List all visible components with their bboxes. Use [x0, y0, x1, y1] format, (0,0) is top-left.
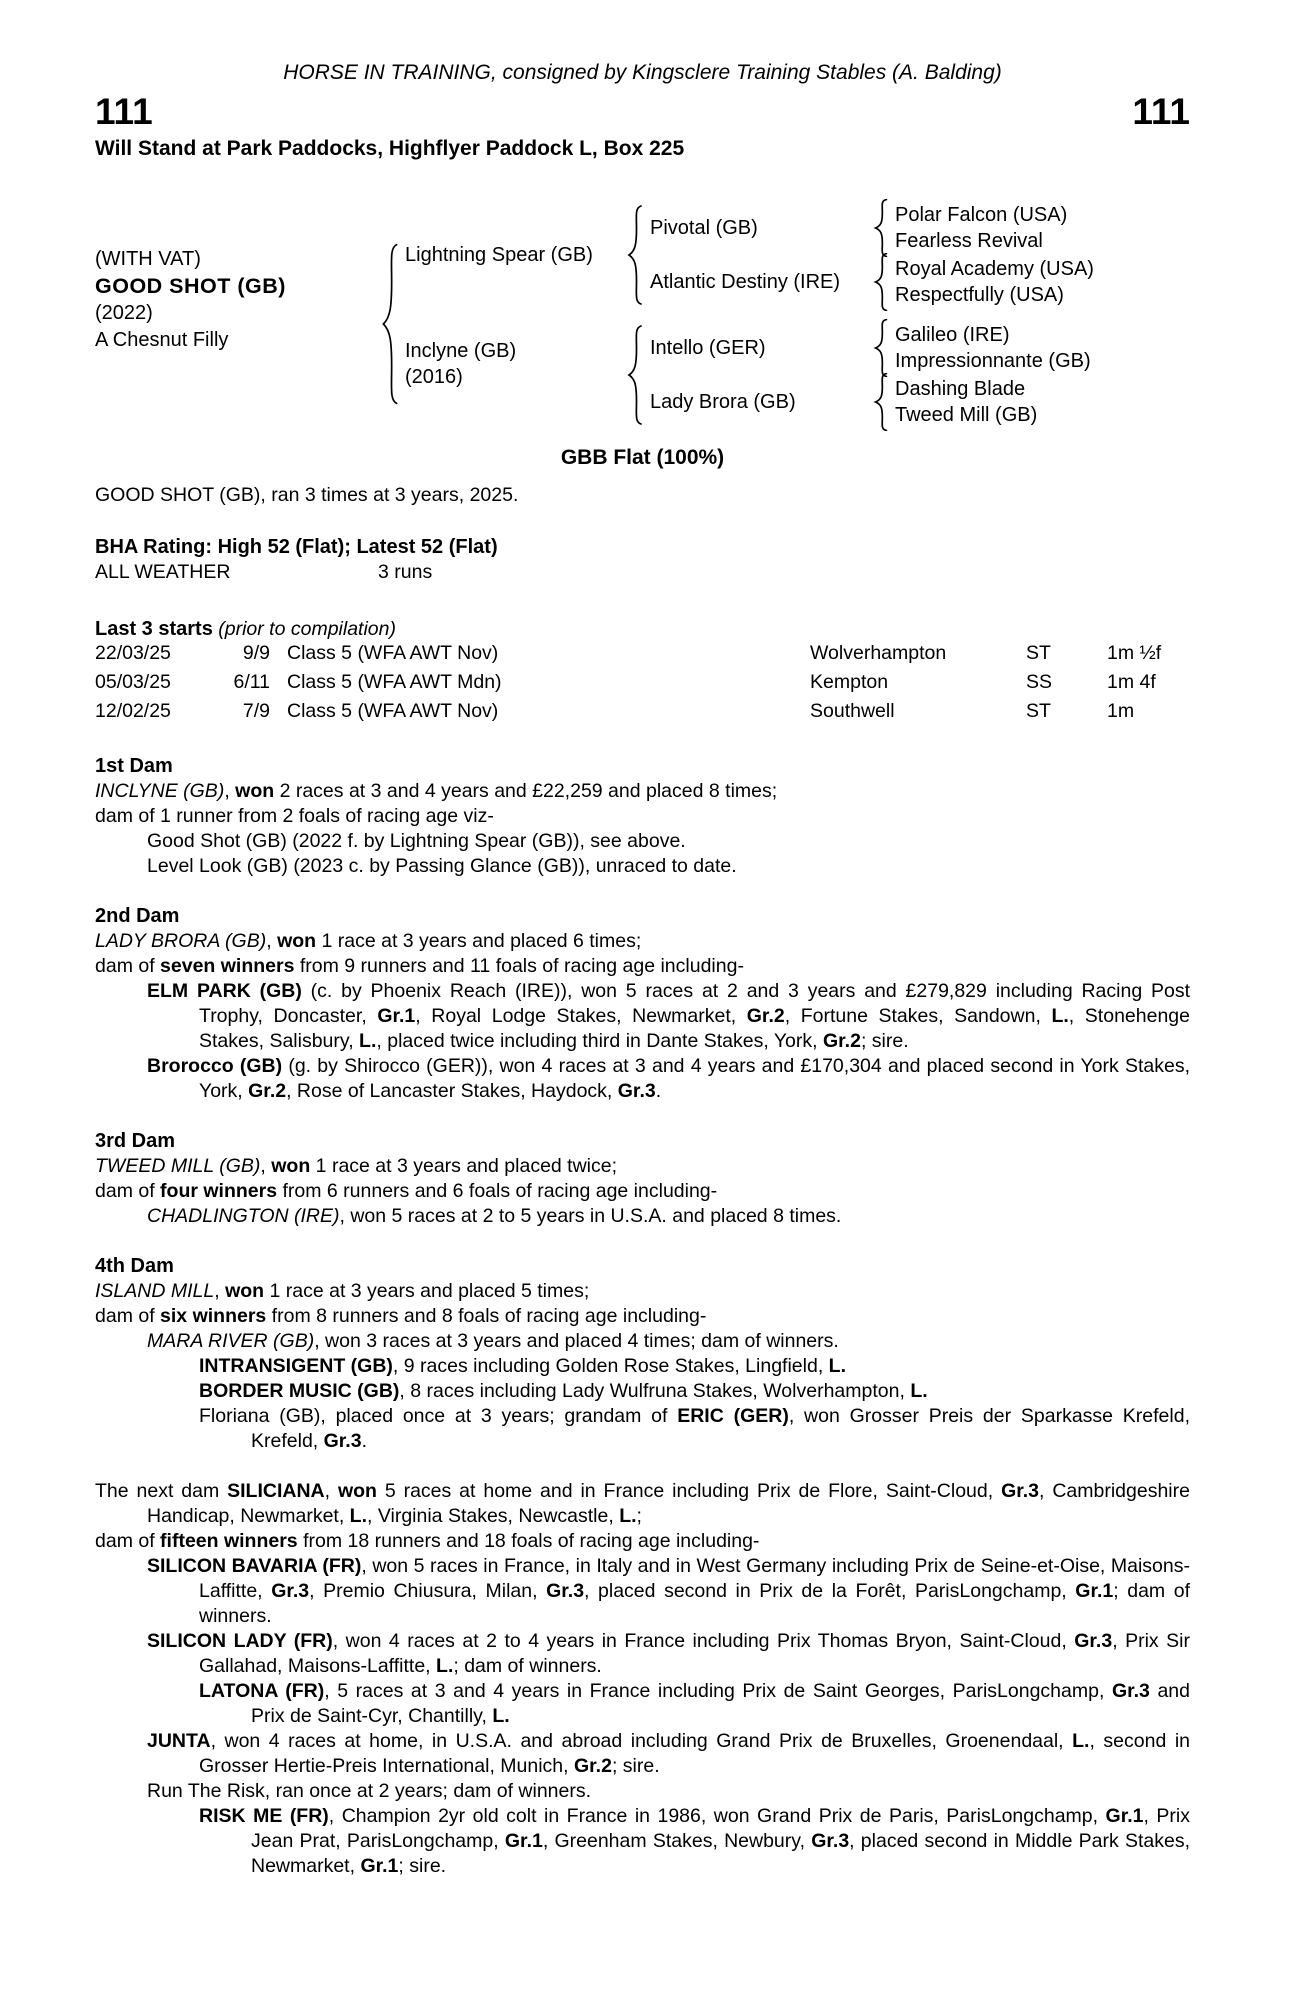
dam-heading: 2nd Dam	[95, 905, 180, 927]
race-going: ST	[1026, 700, 1051, 722]
last-starts-table	[95, 642, 1190, 729]
bha-rating-line: BHA Rating: High 52 (Flat); Latest 52 (Flat)	[95, 536, 498, 558]
pedigree-paragraph: BORDER MUSIC (GB), 8 races including Lady Wulfruna Stakes, Wolverhampton, L.	[199, 1380, 928, 1402]
race-class: Class 5 (WFA AWT Nov)	[287, 700, 499, 722]
last-starts-title-text: Last 3 starts	[95, 618, 213, 640]
pedigree-paragraph: MARA RIVER (GB), won 3 races at 3 years and placed 4 times; dam of winners.	[147, 1330, 839, 1352]
sire-sire-sire-name: Polar Falcon (USA)	[895, 204, 1068, 226]
race-course: Wolverhampton	[810, 642, 947, 664]
pedigree-paragraph: CHADLINGTON (IRE), won 5 races at 2 to 5 years in U.S.A. and placed 8 times.	[147, 1205, 842, 1227]
horse-foaled-year: (2022)	[95, 302, 153, 324]
race-class: Class 5 (WFA AWT Mdn)	[287, 671, 502, 693]
runs-count: 3 runs	[378, 561, 433, 583]
pedigree-paragraph: Level Look (GB) (2023 c. by Passing Glance (GB)), unraced to date.	[147, 855, 737, 877]
dam-heading: 3rd Dam	[95, 1130, 176, 1152]
pedigree-paragraph: JUNTA, won 4 races at home, in U.S.A. and abroad including Grand Prix de Bruxelles, Groenendaal, L., second in Grosser Hertie-Preis International, Munich, Gr.2; sire.	[147, 1730, 1191, 1777]
sire-sire-name: Pivotal (GB)	[650, 216, 758, 239]
pedigree-paragraph: The next dam SILICIANA, won 5 races at home and in France including Prix de Flore, Saint-Cloud, Gr.3, Cambridgeshire Handicap, Newmarket, L., Virginia Stakes, Newcastle, L.;	[95, 1480, 1190, 1527]
last-starts-title	[95, 617, 1190, 642]
dam-dam-name: Lady Brora (GB)	[650, 390, 796, 413]
pedigree-main-brace-icon	[375, 210, 405, 438]
race-going: ST	[1026, 642, 1051, 664]
dam-sire-dam-name: Impressionnante (GB)	[895, 350, 1091, 372]
race-going: SS	[1026, 671, 1053, 693]
vat-note: (WITH VAT)	[95, 248, 201, 270]
sire-sire-brace-icon	[867, 199, 895, 257]
pedigree-paragraph: dam of fifteen winners from 18 runners and 18 foals of racing age including-	[95, 1530, 760, 1552]
pedigree-paragraph: Brorocco (GB) (g. by Shirocco (GER)), won 4 races at 3 and 4 years and £170,304 and placed second in York Stakes, York, Gr.2, Rose of Lancaster Stakes, Haydock, Gr.3.	[147, 1055, 1191, 1102]
lot-number-row	[95, 92, 1190, 132]
pedigree-paragraph: INTRANSIGENT (GB), 9 races including Golden Rose Stakes, Lingfield, L.	[199, 1355, 847, 1377]
surface-label: ALL WEATHER	[95, 561, 231, 583]
pedigree-paragraph: SILICON BAVARIA (FR), won 5 races in France, in Italy and in West Germany including Prix de Seine-et-Oise, Maisons-Laffitte, Gr.3, Premio Chiusura, Milan, Gr.3, placed second in Prix de la Forêt, ParisLongchamp, Gr.1; dam of winners.	[147, 1555, 1190, 1627]
pedigree-paragraph: ELM PARK (GB) (c. by Phoenix Reach (IRE)), won 5 races at 2 and 3 years and £279,829 including Racing Post Trophy, Doncaster, Gr.1, Royal Lodge Stakes, Newmarket, Gr.2, Fortune Stakes, Sandown, L., Stonehenge Stakes, Salisbury, L., placed twice including third in Dante Stakes, York, Gr.2; sire.	[147, 980, 1191, 1052]
pedigree-paragraph: LATONA (FR), 5 races at 3 and 4 years in France including Prix de Saint Georges, ParisLongchamp, Gr.3 and Prix de Saint-Cyr, Chantilly, L.	[199, 1680, 1190, 1727]
sire-dam-branch	[650, 255, 1094, 309]
pedigree-paragraph: dam of 1 runner from 2 foals of racing age viz-	[95, 805, 494, 827]
dam-section	[95, 1129, 1190, 1229]
dam-sections	[95, 754, 1190, 1879]
dam-sire-brace-icon	[867, 319, 895, 377]
dam-section	[95, 754, 1190, 879]
race-date: 22/03/25	[95, 642, 171, 664]
pedigree-paragraph: LADY BRORA (GB), won 1 race at 3 years and placed 6 times;	[95, 930, 642, 952]
race-class: Class 5 (WFA AWT Nov)	[287, 642, 499, 664]
pedigree-paragraph: SILICON LADY (FR), won 4 races at 2 to 4 years in France including Prix Thomas Bryon, Saint-Cloud, Gr.3, Prix Sir Gallahad, Maisons-Laffitte, L.; dam of winners.	[147, 1630, 1190, 1677]
dam-dam-dam-name: Tweed Mill (GB)	[895, 404, 1038, 426]
pedigree-paragraph: RISK ME (FR), Champion 2yr old colt in France in 1986, won Grand Prix de Paris, ParisLongchamp, Gr.1, Prix Jean Prat, ParisLongchamp, Gr.1, Greenham Stakes, Newbury, Gr.3, placed second in Middle Park Stakes, Newmarket, Gr.1; sire.	[199, 1805, 1190, 1877]
race-finish-position: 6/11	[233, 671, 270, 693]
race-row	[95, 642, 1190, 671]
pedigree-tree	[405, 201, 1190, 429]
sire-dam-dam-name: Respectfully (USA)	[895, 284, 1064, 306]
dam-section	[95, 1479, 1190, 1879]
sire-sire-branch	[650, 201, 1094, 255]
sire-name: Lightning Spear (GB)	[405, 244, 593, 266]
pedigree-table	[95, 201, 1190, 429]
dam-heading: 4th Dam	[95, 1255, 174, 1277]
pedigree-paragraph: dam of four winners from 6 runners and 6 foals of racing age including-	[95, 1180, 718, 1202]
pedigree-paragraph: dam of six winners from 8 runners and 8 foals of racing age including-	[95, 1305, 707, 1327]
pedigree-paragraph: ISLAND MILL, won 1 race at 3 years and placed 5 times;	[95, 1280, 590, 1302]
dam-section	[95, 1254, 1190, 1454]
race-finish-position: 9/9	[242, 642, 270, 664]
race-record-summary: GOOD SHOT (GB), ran 3 times at 3 years, 2025.	[95, 484, 519, 506]
sire-brace-icon	[620, 205, 650, 305]
race-distance: 1m	[1107, 700, 1135, 722]
race-row	[95, 700, 1190, 729]
sire-dam-sire-name: Royal Academy (USA)	[895, 258, 1094, 280]
race-course: Southwell	[810, 700, 895, 722]
dam-heading: 1st Dam	[95, 755, 173, 777]
dam-sire-branch	[650, 321, 1091, 375]
pedigree-paragraph: INCLYNE (GB), won 2 races at 3 and 4 years and £22,259 and placed 8 times;	[95, 780, 778, 802]
consignor-line: HORSE IN TRAINING, consigned by Kingsclere Training Stables (A. Balding)	[283, 61, 1002, 84]
pedigree-paragraph: Good Shot (GB) (2022 f. by Lightning Spear (GB)), see above.	[147, 830, 686, 852]
dam-name: Inclyne (GB)	[405, 340, 517, 362]
surface-runs-line	[95, 560, 1190, 585]
horse-description: A Chesnut Filly	[95, 329, 229, 351]
sire-dam-name: Atlantic Destiny (IRE)	[650, 270, 841, 293]
dam-dam-brace-icon	[867, 373, 895, 431]
gbb-scheme-line: GBB Flat (100%)	[560, 446, 725, 469]
dam-sire-name: Intello (GER)	[650, 336, 766, 359]
sire-branch	[405, 201, 1190, 309]
lot-number-left: 111	[95, 91, 153, 132]
race-row	[95, 671, 1190, 700]
race-date: 12/02/25	[95, 700, 171, 722]
pedigree-paragraph: TWEED MILL (GB), won 1 race at 3 years and placed twice;	[95, 1155, 618, 1177]
stand-location-line: Will Stand at Park Paddocks, Highflyer Paddock L, Box 225	[95, 137, 685, 160]
sire-sire-dam-name: Fearless Revival	[895, 230, 1043, 252]
dam-dam-branch	[650, 375, 1091, 429]
pedigree-paragraph: Run The Risk, ran once at 2 years; dam of winners.	[147, 1780, 592, 1802]
pedigree-paragraph: dam of seven winners from 9 runners and 11 foals of racing age including-	[95, 955, 744, 977]
dam-dam-sire-name: Dashing Blade	[895, 378, 1026, 400]
dam-section	[95, 904, 1190, 1104]
dam-foaled-year: (2016)	[405, 366, 463, 388]
race-distance: 1m ½f	[1107, 642, 1162, 664]
horse-name: GOOD SHOT (GB)	[95, 274, 286, 298]
race-date: 05/03/25	[95, 671, 171, 693]
dam-brace-icon	[620, 325, 650, 425]
lot-horse-block	[95, 186, 375, 414]
dam-sire-sire-name: Galileo (IRE)	[895, 324, 1010, 346]
race-course: Kempton	[810, 671, 889, 693]
race-distance: 1m 4f	[1107, 671, 1156, 693]
lot-number-right: 111	[1132, 91, 1190, 132]
pedigree-paragraph: Floriana (GB), placed once at 3 years; grandam of ERIC (GER), won Grosser Preis der Sparkasse Krefeld, Krefeld, Gr.3.	[199, 1405, 1190, 1452]
race-finish-position: 7/9	[242, 700, 270, 722]
sire-dam-brace-icon	[867, 253, 895, 311]
dam-branch	[405, 321, 1190, 429]
last-starts-note: (prior to compilation)	[218, 618, 396, 640]
